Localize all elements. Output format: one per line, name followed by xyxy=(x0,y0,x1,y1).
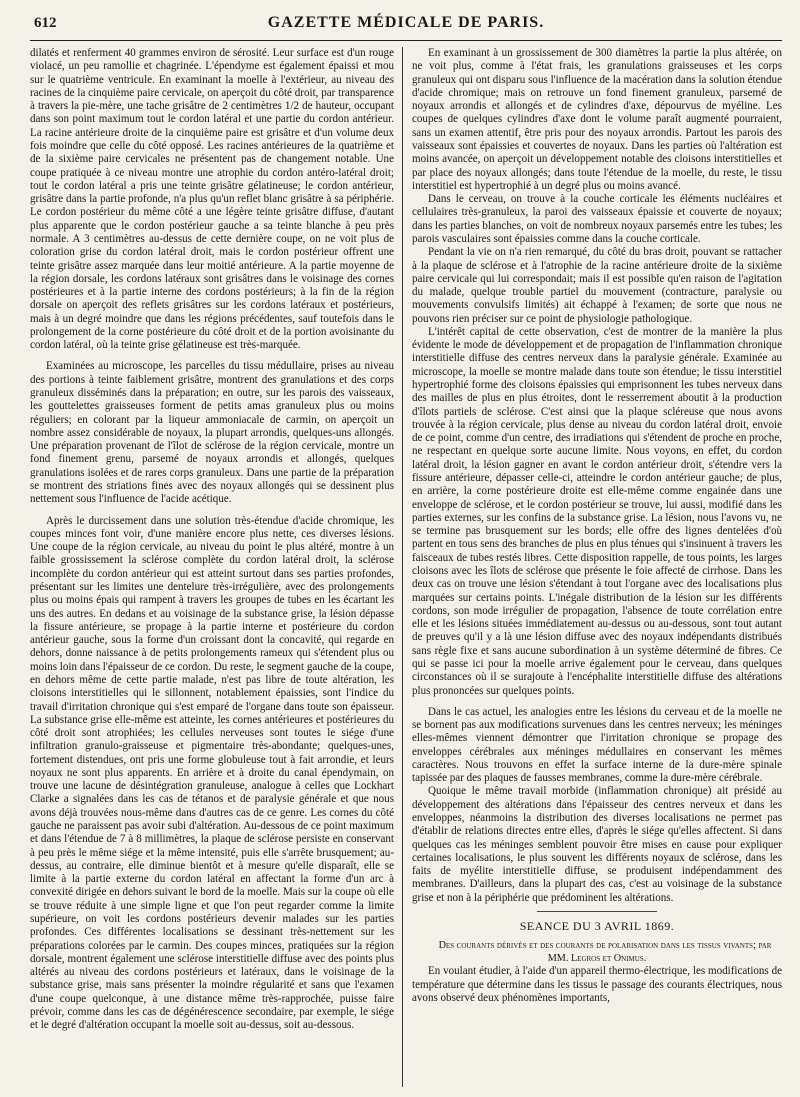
left-column xyxy=(30,47,402,1087)
page-header xyxy=(30,14,782,41)
paragraph: En examinant à un grossissement de 300 diamètres la partie la plus altérée, on ne voit plus, comme à l'état frais, les granulations graisseuses et les corps granuleux qui ont disparu sous l'influence de la macération dans la solution étendue d'acide chromique; mais on retrouve un fond finement granuleux, parsemé de noyaux arrondis et allongés et de cylindres d'axe, dépourvus de myéline. Les coupes de quelques cylindres d'axe dont le volume paraît augmenté pourraient, sans un examen attentif, être pris pour des noyaux arrondis. Partout les parois des vaisseaux sont épaissies et couvertes de noyaux. Dans les parties où l'altération est moins avancée, on aperçoit un développement notable des cloisons interstitielles et par place des noyaux allongés; dans toute l'étendue de la moelle, du reste, le tissu interstitiel est hypertrophié à un degré plus ou moins avancé. xyxy=(412,47,782,192)
running-title: GAZETTE MÉDICALE DE PARIS. xyxy=(267,14,545,31)
paragraph: Dans le cas actuel, les analogies entre les lésions du cerveau et de la moelle ne se bornent pas aux modifications survenues dans les centres nerveux; les méninges elles-mêmes viennent démontrer que l'irritation chronique se propage des enveloppes cérébrales aux méninges médullaires en conservant les mêmes caractères. Nous trouvons en effet la surface interne de la dure-mère spinale tapissée par des plaques de fausses membranes, comme la dure-mère cérébrale. xyxy=(412,705,782,785)
paragraph: Dans le cerveau, on trouve à la couche corticale les éléments nucléaires et cellulaires très-granuleux, la paroi des vaisseaux épaissie et couverte de noyaux; dans les parties blanches, on voit de nombreux noyaux parsemés entre les tubes; les parois vasculaires sont épaissies comme dans la couche corticale. xyxy=(412,193,782,245)
section-divider xyxy=(537,911,657,912)
article-title: Des courants dérivés et des courants de polarisation dans les tissus vivants; par MM. Legros et Onimus. xyxy=(438,940,772,965)
paragraph: dilatés et renferment 40 grammes environ de sérosité. Leur surface est d'un rouge violacé, un peu ramollie et chagrinée. L'épendyme est également épaissi et mou sur le quatrième ventricule. En examinant la moelle à l'extérieur, au niveau des racines de la cinquième paire cervicale, on aperçoit du côté droit, par transparence à travers la pie-mère, une tache grisâtre de 2 centimètres 1/2 de hauteur, occupant dans son point maximum tout le cordon latéral et une partie du cordon antérieur. La racine antérieure droite de la cinquième paire est grisâtre et d'un volume deux fois moindre que celle du côté opposé. Les racines antérieures de la quatrième et de la sixième paire cervicales ne présentent pas de changement notable. Une coupe pratiquée à ce niveau montre une atrophie du cordon antéro-latéral droit; tout le cordon latéral a pris une teinte grisâtre gélatineuse; le cordon antérieur, grisâtre dans la partie profonde, n'a plus qu'un reflet blanc grisâtre à sa périphérie. Le cordon postérieur du même côté a une légère teinte grisâtre diffuse, d'autant plus apparente que le cordon postérieur gauche a sa teinte blanche à peu près normale. A 3 centimètres au-dessus de cette dernière coupe, on ne voit plus de coloration grise du cordon latéral droit, mais le cordon postérieur offrent une teinte grisâtre assez marquée dans leur moitié antérieure. A la partie moyenne de la région dorsale, les cordons latéraux sont grisâtres dans le voisinage des cornes postérieures et à la partie interne des cordons postérieurs; à la fin de la région dorsale on aperçoit des reflets grisâtres sur les cordons latéraux et postérieurs, mais à un degré moindre que dans les régions précédentes, sauf toutefois dans le prolongement de la corne postérieure du côté droit et de la portion avoisinante du cordon latéral, où la teinte grise gélatineuse est très-marquée. xyxy=(30,47,394,352)
paragraph: En voulant étudier, à l'aide d'un appareil thermo-électrique, les modifications de température que détermine dans les tissus le passage des courants électriques, nous avons observé deux phénomènes importants, xyxy=(412,965,782,1004)
seance-heading: SEANCE DU 3 AVRIL 1869. xyxy=(519,919,675,933)
page-number: 612 xyxy=(34,15,57,31)
paragraph: Pendant la vie on n'a rien remarqué, du côté du bras droit, pouvant se rattacher à la plaque de sclérose et à l'atrophie de la racine antérieure droite de la sixième paire cervicale qui lui correspondait; mais il est possible qu'en raison de l'agitation du malade, quelque trouble partiel du mouvement (contracture, paralysie ou mouvements convulsifs limités) ait échappé à l'examen; de sorte que nous ne pouvons rien préciser sur ce point de physiologie pathologique. xyxy=(412,246,782,325)
paragraph: Quoique le même travail morbide (inflammation chronique) ait présidé au développement des altérations dans l'épaisseur des centres nerveux et dans les enveloppes, néanmoins la distribution des diverses localisations ne permet pas d'établir de relations directes entre elles, d'après le siége qu'elles affectent. Si dans quelques cas les méninges semblent pouvoir être mises en cause pour expliquer certaines localisations, le plus souvent les différents noyaux de sclérose, dans les faits de myélite interstitielle diffuse, se produisent indépendamment des membranes. D'ailleurs, dans la plupart des cas, c'est au voisinage de la substance grise et non à la périphérie que prédominent les altérations. xyxy=(412,785,782,904)
two-column-body xyxy=(30,47,782,1087)
paragraph: L'intérêt capital de cette observation, c'est de montrer de la manière la plus évidente le mode de développement et de propagation de l'inflammation chronique interstitielle diffuse des centres nerveux dans la paralysie générale. Examinée au microscope, la moelle se montre malade dans toute son étendue; le tissu interstitiel hypertrophié forme des cloisons épaissies qui emprisonnent les tubes nerveux dans des mailles de plus en plus étroites, dont le resserrement aboutit à la production d'îlots partiels de sclérose. C'est ainsi que la plaque scléreuse que nous avons trouvée à la région cervicale, plus dense au niveau du cordon latéral droit, envoie de ce point, comme d'un centre, des irradiations qui s'étendent de proche en proche, ne respectant en quelque sorte aucune limite. Nous voyons, en effet, du cordon latéral droit, la lésion gagner en avant le cordon antérieur droit, s'étendre vers la fissure antérieure, dépasser celle-ci, atteindre le cordon antérieur gauche; de plus, en arrière, la corne postérieure droite est elle-même comme engainée dans une enveloppe de sclérose, et le cordon postérieur se trouve, lui aussi, modifié dans les parties externes, sur les confins de la substance grise. La lésion, nous l'avons vu, ne se termine pas brusquement sur les bords; elle offre des lignes dentelées d'où partent en tous sens des branches de plus en plus ténues qui s'insinuent à travers les faisceaux de tubes restés libres. Cette disposition rappelle, de tous points, les larges cloisons avec les îlots de sclérose que présente le foie affecté de cirrhose. Dans les deux cas on trouve une lésion s'étendant à tout l'organe avec des localisations plus marquées sur certains points. L'inégale distribution de la lésion sur les différents cordons, son mode irrégulier de propagation, l'absence de toute corrélation entre elle et les lésions situées immédiatement au-dessus ou au-dessous, sont tout autant de preuves qu'il y a là une lésion diffuse avec des noyaux indépendants distribués sans règle fixe et sans aucune subordination à un système déterminé de fibres. Ce qui se passe ici pour la moelle arrive également pour le cerveau, dans quelques circonstances où il se surajoute à l'encéphalite interstitielle diffuse des altérations plus prononcées sur quelques points. xyxy=(412,325,782,697)
paragraph: Examinées au microscope, les parcelles du tissu médullaire, prises au niveau des portions à teinte faiblement grisâtre, montrent des granulations et des corps granuleux disséminés dans la préparation; en outre, sur les parois des vaisseaux, les gouttelettes graisseuses forment de petits amas granuleux plus ou moins réguliers; en colorant par la liqueur ammoniacale de carmin, on aperçoit un nombre assez considérable de noyaux, la plupart arrondis, quelques-uns allongés. Une préparation provenant de l'îlot de sclérose de la région cervicale, montre un fond finement grenu, parsemé de noyaux arrondis et allongés, quelques granulations isolées et de rares corps granuleux. Dans une partie de la préparation se montrent des striations fines avec des noyaux allongés qui se dessinent plus nettement sous l'influence de l'acide acétique. xyxy=(30,360,394,506)
right-column xyxy=(402,47,782,1087)
paragraph: Après le durcissement dans une solution très-étendue d'acide chromique, les coupes minces font voir, d'une manière encore plus nette, ces diverses lésions. Une coupe de la région cervicale, au niveau du point le plus altéré, montre à un faible grossissement la sclérose complète du cordon latéral droit, la sclérose incomplète du cordon antérieur qui est atteint surtout dans ses parties profondes, présentant sur les limites une dentelure très-irrégulière, avec des prolongements plus ou moins épais qui rampent à travers les groupes de tubes en les écartant les uns des autres. En dedans et au voisinage de la substance grise, la lésion dépasse la fissure antérieure, se propage à la partie interne et postérieure du cordon antérieur gauche, sous la forme d'un croissant dont la concavité, qui regarde en dehors, donne naissance à de petits prolongements rameux qui s'étendent plus ou moins loin dans l'épaisseur de ce cordon. Du reste, le segment gauche de la coupe, en dehors même de cette partie malade, n'est pas libre de toute altération, les cloisons interstitielles qui le sillonnent, notablement épaissies, sont l'indice du travail d'irritation chronique qui s'est emparé de l'organe dans toute son épaisseur. La substance grise elle-même est atteinte, les cornes antérieures et postérieures du côté droit sont atrophiées; les cellules nerveuses sont toutes le siége d'une infiltration granulo-graisseuse et pigmentaire très-abondante; quelques-unes, fortement distendues, ont pris une forme globuleuse tout à fait arrondie, et leurs noyaux ne sont plus apparents. En arrière et à droite du canal épendymain, on trouve une lacune de désintégration granuleuse, analogue à celles que Lockhart Clarke a signalées dans les cas de tétanos et de paralysie générale et que nous avons déjà trouvées nous-même dans d'autres cas de ce genre. Les cornes du côté gauche ne paraissent pas avoir subi d'altération. Au-dessous de ce point maximum et dans l'étendue de 7 à 8 millimètres, la plaque de sclérose persiste en conservant à peu près le même siége et la même intensité, puis elle s'arrête brusquement; au-dessus, au contraire, elle diminue bientôt et à mesure qu'elle disparaît, elle se limite à la partie externe du cordon latéral en affectant la forme d'un arc à convexité dirigée en dehors suivant le bord de la moelle. Mais sur la coupe où elle se trouve réduite à une simple ligne et que l'on peut regarder comme la limite supérieure, on voit les cordons postérieurs devenir malades sur les parties profondes. Ces différentes localisations se dessinant très-nettement sur les préparations colorées par le carmin. Des coupes minces, pratiquées sur la région dorsale, montrent également une sclérose interstitielle diffuse avec des points plus altérés au niveau des cordons postérieurs et latéraux, dans le voisinage de la substance grise, mais sans présenter la moindre régularité et sans que l'examen d'une coupe quelconque, à une distance même très-rapprochée, puisse faire prévoir, comme dans les cas de dégénérescence secondaire, par exemple, le siége et le degré d'altération occupant la moelle soit au-dessus, soit au-dessous. xyxy=(30,514,394,1032)
